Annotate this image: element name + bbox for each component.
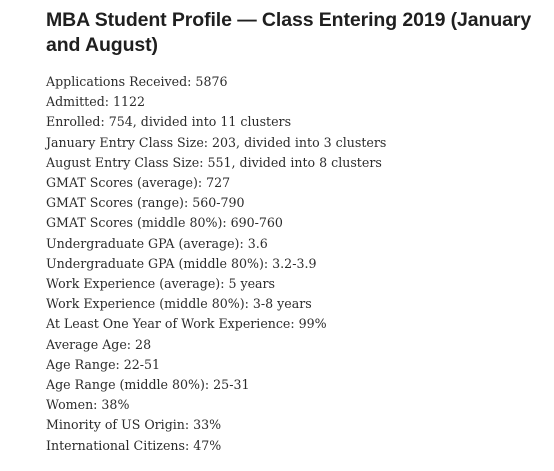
fact-admitted: Admitted: 1122 — [46, 94, 146, 110]
profile-facts-list — [46, 72, 554, 456]
fact-age-range: Age Range: 22-51 — [46, 356, 161, 372]
fact-gpa-average: Undergraduate GPA (average): 3.6 — [46, 235, 268, 251]
fact-age-range-middle-80: Age Range (middle 80%): 25-31 — [46, 377, 250, 393]
fact-enrolled: Enrolled: 754, divided into 11 clusters — [46, 114, 292, 130]
fact-average-age: Average Age: 28 — [46, 336, 152, 352]
fact-august-entry-class-size: August Entry Class Size: 551, divided into 8 clusters — [46, 154, 382, 170]
fact-women: Women: 38% — [46, 397, 130, 413]
fact-international-citizens: International Citizens: 47% — [46, 437, 222, 453]
fact-work-experience-middle-80: Work Experience (middle 80%): 3-8 years — [46, 296, 312, 312]
fact-work-experience-average: Work Experience (average): 5 years — [46, 276, 276, 292]
fact-january-entry-class-size: January Entry Class Size: 203, divided into 3 clusters — [46, 134, 387, 150]
fact-applications-received: Applications Received: 5876 — [46, 74, 228, 89]
fact-gmat-middle-80: GMAT Scores (middle 80%): 690-760 — [46, 215, 283, 231]
fact-minority-us-origin: Minority of US Origin: 33% — [46, 417, 222, 433]
fact-gpa-middle-80: Undergraduate GPA (middle 80%): 3.2-3.9 — [46, 255, 317, 271]
page-title: MBA Student Profile — Class Entering 2019 (January and August) — [46, 9, 532, 56]
fact-one-year-work-experience: At Least One Year of Work Experience: 99% — [46, 316, 327, 332]
fact-gmat-average: GMAT Scores (average): 727 — [46, 175, 231, 191]
fact-gmat-range: GMAT Scores (range): 560-790 — [46, 195, 245, 211]
